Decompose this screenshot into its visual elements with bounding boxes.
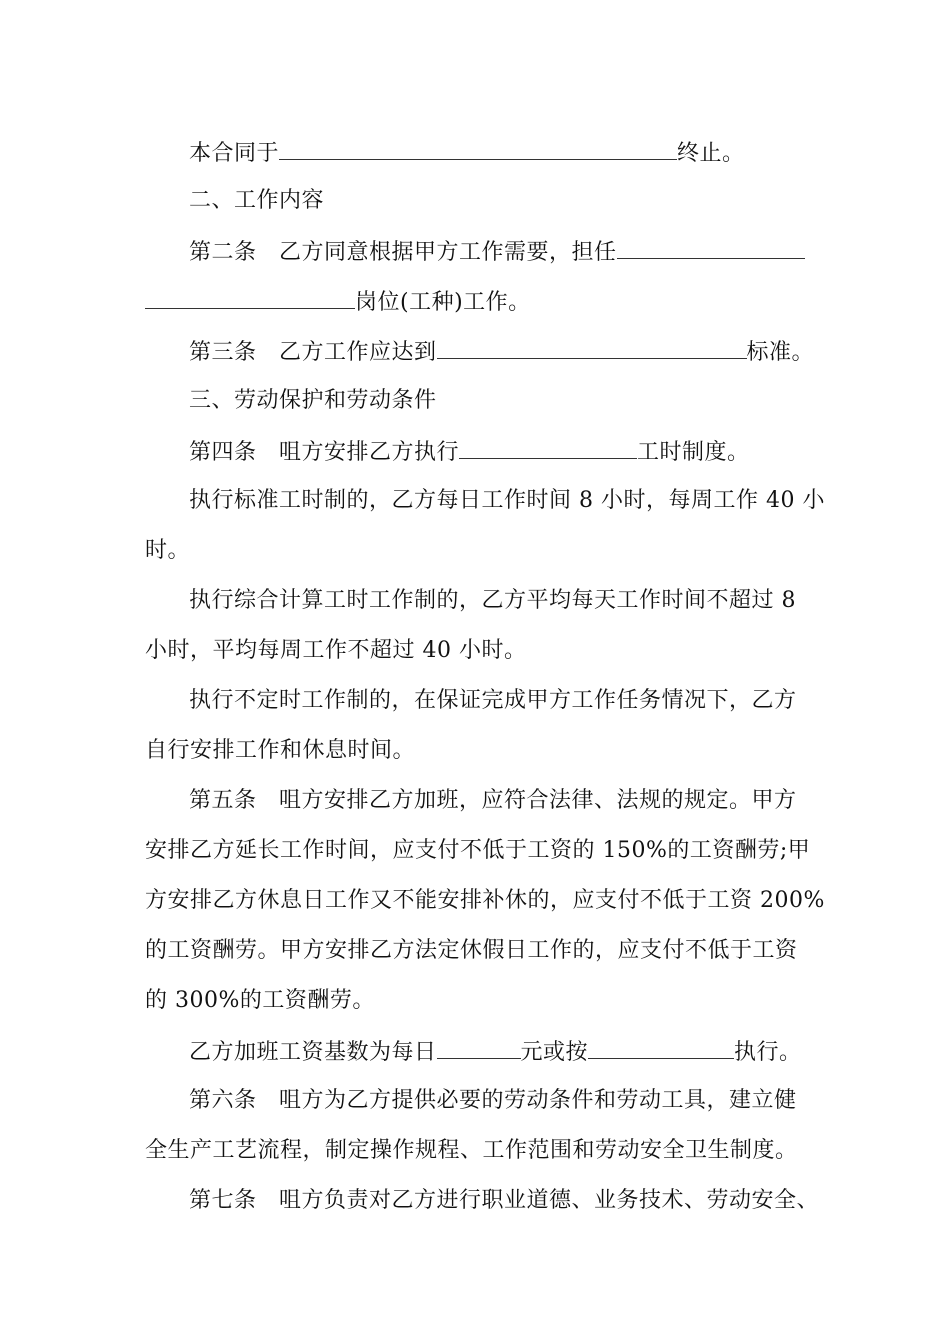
paragraph-line: 执行不定时工作制的，在保证完成甲方工作任务情况下，乙方 [189, 688, 797, 713]
line-article-2-cont: 岗位(工种)工作。 [145, 286, 531, 318]
blank-working-hours-system[interactable] [459, 436, 637, 459]
paragraph-line: 小时，平均每周工作不超过 40 小时。 [145, 638, 527, 663]
blank-work-standard[interactable] [437, 336, 747, 359]
paragraph-line: 的 300%的工资酬劳。 [145, 988, 375, 1013]
line-contract-termination: 本合同于 终止。 [189, 137, 745, 169]
paragraph-line: 执行标准工时制的，乙方每日工作时间 8 小时，每周工作 40 小 [189, 488, 825, 513]
paragraph-line: 安排乙方延长工作时间，应支付不低于工资的 150%的工资酬劳;甲 [145, 838, 811, 863]
paragraph-line: 方安排乙方休息日工作又不能安排补休的，应支付不低于工资 200% [145, 888, 825, 913]
blank-termination-date[interactable] [279, 137, 677, 160]
section-heading-labor-protection: 三、劳动保护和劳动条件 [189, 388, 437, 413]
paragraph-line: 第七条 咀方负责对乙方进行职业道德、业务技术、劳动安全、 [189, 1188, 820, 1213]
paragraph-line: 全生产工艺流程，制定操作规程、工作范围和劳动安全卫生制度。 [145, 1138, 798, 1163]
line-overtime-base: 乙方加班工资基数为每日 元或按 执行。 [189, 1036, 802, 1068]
line-article-2: 第二条 乙方同意根据甲方工作需要，担任 [189, 236, 805, 268]
blank-position-part1[interactable] [617, 236, 805, 259]
line-article-4: 第四条 咀方安排乙方执行 工时制度。 [189, 436, 750, 468]
paragraph-line: 第六条 咀方为乙方提供必要的劳动条件和劳动工具，建立健 [189, 1088, 797, 1113]
paragraph-line: 自行安排工作和休息时间。 [145, 738, 416, 763]
paragraph-line: 时。 [145, 538, 191, 563]
line-article-3: 第三条 乙方工作应达到 标准。 [189, 336, 814, 368]
paragraph-line: 执行综合计算工时工作制的，乙方平均每天工作时间不超过 8 [189, 588, 796, 613]
blank-position-part2[interactable] [145, 286, 355, 309]
section-heading-work-content: 二、工作内容 [189, 188, 325, 213]
blank-overtime-basis[interactable] [588, 1036, 734, 1059]
blank-overtime-daily-amount[interactable] [437, 1036, 521, 1059]
paragraph-line: 第五条 咀方安排乙方加班，应符合法律、法规的规定。甲方 [189, 788, 797, 813]
paragraph-line: 的工资酬劳。甲方安排乙方法定休假日工作的，应支付不低于工资 [145, 938, 798, 963]
